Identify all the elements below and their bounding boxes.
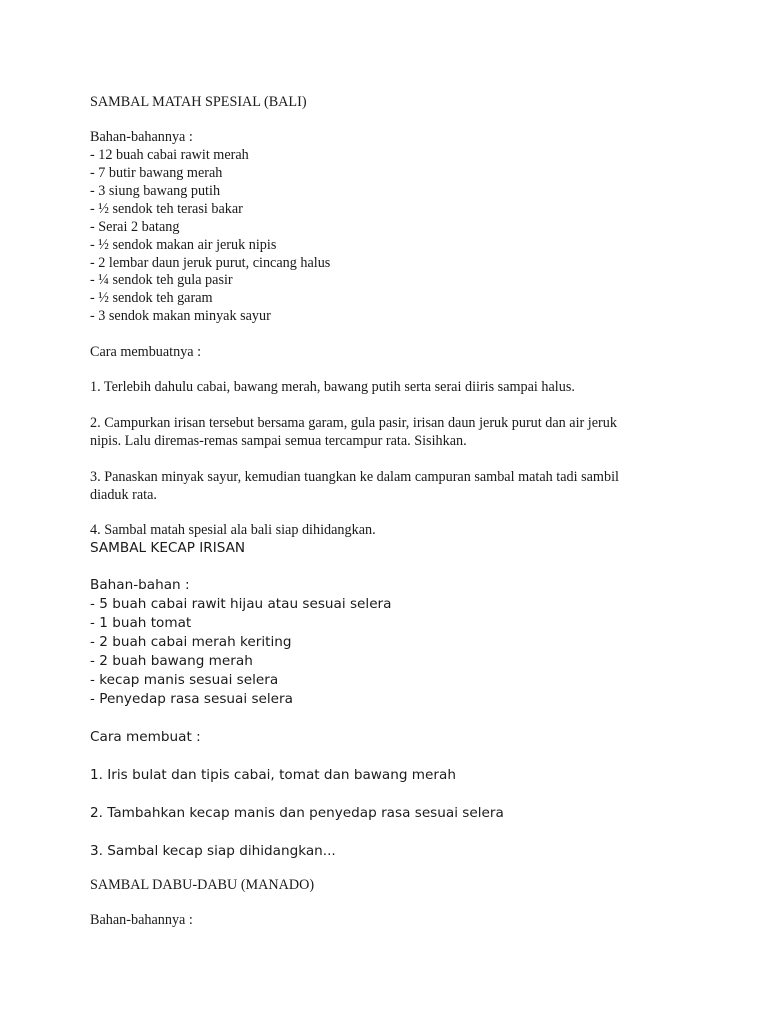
recipe2-title: SAMBAL KECAP IRISAN xyxy=(90,540,246,556)
recipe1-ingredient: - 3 sendok makan minyak sayur xyxy=(90,308,271,324)
recipe1-ingredient: - ½ sendok teh garam xyxy=(90,290,213,306)
recipe1-step: 4. Sambal matah spesial ala bali siap dihidangkan. xyxy=(90,522,376,538)
recipe2-ingredients-heading: Bahan-bahan : xyxy=(90,577,190,593)
recipe1-ingredient: - ¼ sendok teh gula pasir xyxy=(90,272,233,288)
recipe2-ingredient: - 5 buah cabai rawit hijau atau sesuai selera xyxy=(90,596,392,612)
recipe1-step: diaduk rata. xyxy=(90,487,157,503)
recipe1-ingredient: - ½ sendok teh terasi bakar xyxy=(90,201,243,217)
recipe1-step: nipis. Lalu diremas-remas sampai semua tercampur rata. Sisihkan. xyxy=(90,433,467,449)
recipe2-method-heading: Cara membuat : xyxy=(90,729,201,745)
recipe2-ingredient: - 1 buah tomat xyxy=(90,615,192,631)
recipe1-ingredient: - 7 butir bawang merah xyxy=(90,165,223,181)
recipe3-title: SAMBAL DABU-DABU (MANADO) xyxy=(90,877,315,893)
recipe2-ingredient: - kecap manis sesuai selera xyxy=(90,672,279,688)
recipe1-step: 2. Campurkan irisan tersebut bersama garam, gula pasir, irisan daun jeruk purut dan air jeruk xyxy=(90,415,617,431)
recipe2-ingredient: - 2 buah cabai merah keriting xyxy=(90,634,292,650)
recipe1-ingredient: - ½ sendok makan air jeruk nipis xyxy=(90,237,277,253)
recipe1-ingredient: - 3 siung bawang putih xyxy=(90,183,221,199)
recipe1-ingredient: - Serai 2 batang xyxy=(90,219,180,235)
recipe1-ingredients-heading: Bahan-bahannya : xyxy=(90,129,193,145)
recipe2-step: 3. Sambal kecap siap dihidangkan... xyxy=(90,843,336,859)
recipe1-ingredient: - 12 buah cabai rawit merah xyxy=(90,147,249,163)
recipe2-ingredient: - 2 buah bawang merah xyxy=(90,653,253,669)
recipe1-ingredient: - 2 lembar daun jeruk purut, cincang halus xyxy=(90,255,331,271)
recipe1-step: 3. Panaskan minyak sayur, kemudian tuangkan ke dalam campuran sambal matah tadi sambil xyxy=(90,469,619,485)
recipe3-ingredients-heading: Bahan-bahannya : xyxy=(90,912,193,928)
recipe1-title: SAMBAL MATAH SPESIAL (BALI) xyxy=(90,94,307,110)
recipe2-ingredient: - Penyedap rasa sesuai selera xyxy=(90,691,293,707)
recipe2-step: 2. Tambahkan kecap manis dan penyedap rasa sesuai selera xyxy=(90,805,504,821)
recipe2-step: 1. Iris bulat dan tipis cabai, tomat dan bawang merah xyxy=(90,767,456,783)
recipe1-step: 1. Terlebih dahulu cabai, bawang merah, bawang putih serta serai diiris sampai halus. xyxy=(90,379,575,395)
recipe1-method-heading: Cara membuatnya : xyxy=(90,344,202,360)
